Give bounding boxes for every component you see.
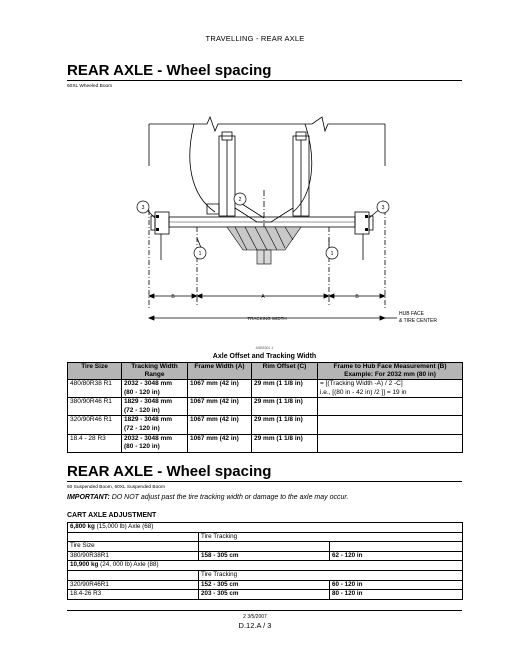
dim-b-right: B [355,294,359,300]
cell-frame: 1067 mm (42 in) [188,434,252,452]
section-title-suspended: REAR AXLE - Wheel spacing [67,463,272,480]
callout-3-left: 3 [141,205,145,211]
cell-cm: 158 - 305 cm [199,551,330,561]
dim-b-left: B [171,294,175,300]
empty-cell [68,532,199,542]
table-row [68,590,463,600]
important-note: IMPORTANT: DO NOT adjust past the tire tracking width or damage to the axle may occur. [67,494,349,501]
cell-tire: 380/90R46 R1 [68,398,122,416]
tire-size-label: Tire Size [68,542,199,552]
cell-range: 1829 - 3048 mm (72 - 120 in) [122,398,188,416]
cell-tire: 480/80R38 R1 [68,380,122,398]
th-tracking-width: Tracking Width Range [122,363,188,380]
table-row [68,380,463,398]
table-row [68,580,463,590]
table-row [68,398,463,416]
axle-68-heading: 6,800 kg (15,000 lb) Axle (68) [68,523,463,533]
cell-tire: 320/90R46R1 [68,580,199,590]
table-row [68,523,463,533]
table-row [68,561,463,571]
cell-in: 80 - 120 in [330,590,463,600]
empty-cell [330,542,463,552]
section-title-wheeled: REAR AXLE - Wheel spacing [67,62,272,79]
cell-range: 2032 - 3048 mm (80 - 120 in) [122,434,188,452]
table-row [68,551,463,561]
cell-tire: 18.4-26 R3 [68,590,199,600]
cell-cm: 203 - 305 cm [199,590,330,600]
cell-rim: 29 mm (1 1/8 in) [252,398,318,416]
th-frame-width: Frame Width (A) [188,363,252,380]
footer-date: 2 3/5/2007 [243,614,267,620]
axle-88-heading: 10,900 kg (24, 000 lb) Axle (88) [68,561,463,571]
cart-axle-title: CART AXLE ADJUSTMENT [67,512,157,519]
cell-frame: 1067 mm (42 in) [188,398,252,416]
table-row [68,416,463,434]
dim-a: A [261,294,265,300]
cell-tire: 320/90R46 R1 [68,416,122,434]
cell-frame: 1067 mm (42 in) [188,380,252,398]
figure-caption: Axle Offset and Tracking Width [212,353,317,360]
th-hub-face: Frame to Hub Face Measurement (B) Example: For 2032 mm (80 in) [318,363,463,380]
th-tire-size: Tire Size [68,363,122,380]
tracking-width-label: TRACKING WIDTH [247,316,287,321]
hub-face-label: HUB FACE [399,311,425,317]
cell-frame: 1067 mm (42 in) [188,416,252,434]
axle-diagram [67,100,462,345]
cell-hub [318,398,463,416]
table-row [68,434,463,452]
empty-cell [68,570,199,580]
empty-cell [199,542,330,552]
running-header: TRAVELLING - REAR AXLE [205,34,305,43]
cell-rim: 29 mm (1 1/8 in) [252,380,318,398]
title-rule-2 [67,481,462,482]
table-row [68,570,463,580]
cell-in: 62 - 120 in [330,551,463,561]
cell-tire: 18.4 - 28 R3 [68,434,122,452]
tire-tracking-label: Tire Tracking [199,532,463,542]
table-row [68,532,463,542]
section-subtitle-wheeled: 60XL Wheeled Boom [67,84,113,89]
cell-range: 2032 - 3048 mm (80 - 120 in) [122,380,188,398]
callout-1-left: 1 [198,251,202,257]
cell-range: 1829 - 3048 mm (72 - 120 in) [122,416,188,434]
footer-page-number: D.12.A / 3 [238,621,272,630]
cell-in: 60 - 120 in [330,580,463,590]
table-row [68,542,463,552]
figure-reference: ASB5301 1 [255,346,274,350]
section-subtitle-suspended: 60 Suspended Boom, 60XL Suspended Boom [67,485,165,490]
tire-center-label: & TIRE CENTER [399,318,437,324]
cell-tire: 380/90R38R1 [68,551,199,561]
table-header-row [68,363,463,380]
cell-cm: 152 - 305 cm [199,580,330,590]
callout-1-right: 1 [330,251,334,257]
callout-2: 2 [238,197,242,203]
axle-drawing [67,100,462,345]
cart-axle-table [67,522,463,600]
footer-rule [67,610,462,611]
cell-hub: = [(Tracking Width -A) / 2 -C] i.e., [(80 in - 42 in) /2 ]] = 19 in [318,380,463,398]
cell-rim: 29 mm (1 1/8 in) [252,434,318,452]
callout-3-right: 3 [381,205,385,211]
title-rule [67,80,462,81]
axle-offset-table [67,362,463,453]
cell-hub [318,416,463,434]
tire-tracking-label: Tire Tracking [199,570,463,580]
th-rim-offset: Rim Offset (C) [252,363,318,380]
cell-hub [318,434,463,452]
cell-rim: 29 mm (1 1/8 in) [252,416,318,434]
